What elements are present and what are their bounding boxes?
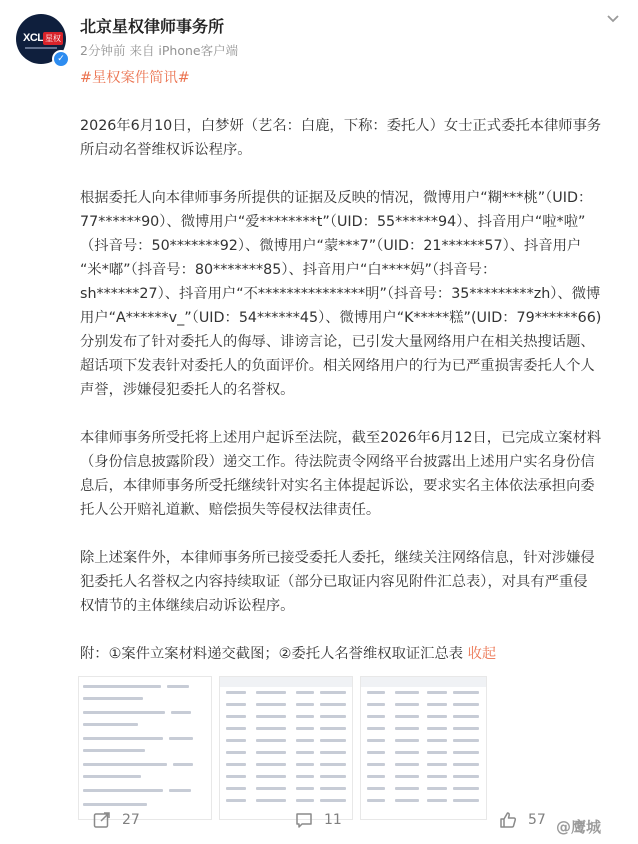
attachment-image-2[interactable] [219, 676, 353, 820]
paragraph-3-line-1: 本律师事务所受托将上述用户起诉至法院，截至2026年6月12日，已完成立案材料 [80, 430, 602, 446]
like-button[interactable] [498, 810, 546, 830]
attachment-image-3[interactable] [360, 676, 487, 820]
paragraph-2-line-8: 超话项下发表针对委托人的负面评价。相关网络用户的行为已严重损害委托人个人 [80, 358, 595, 374]
paragraph-2-line-1: 根据委托人向本律师事务所提供的证据及反映的情况，微博用户“糊***桃”（UID： [80, 190, 593, 206]
avatar-logo-badge: 星权 [45, 34, 61, 43]
collapse-link[interactable]: 收起 [467, 646, 497, 662]
paragraph-3-line-3: 息后，本律师事务所受托继续针对实名主体提起诉讼，要求实名主体依法承担向委 [80, 478, 595, 494]
topic-link[interactable]: #星权案件简讯# [80, 70, 190, 86]
paragraph-3-line-4: 托人公开赔礼道歉、赔偿损失等侵权法律责任。 [80, 502, 381, 518]
attachment-image-1[interactable] [78, 676, 212, 820]
paragraph-1-line-1: 2026年6月10日，白梦妍（艺名：白鹿，下称：委托人）女士正式委托本律师事务 [80, 118, 602, 134]
comment-icon [294, 810, 314, 830]
post-time: 2分钟前 [80, 43, 126, 58]
like-icon [498, 810, 518, 830]
paragraph-3-line-2: （身份信息披露阶段）递交工作。待法院责令网络平台披露出上述用户实名身份信 [80, 454, 595, 470]
chevron-down-icon[interactable] [604, 10, 622, 28]
post-source: 来自 iPhone客户端 [129, 43, 239, 58]
attachment-text: 附：①案件立案材料递交截图；②委托人名誉维权取证汇总表 [80, 646, 468, 662]
paragraph-2-line-7: 分别发布了针对委托人的侮辱、诽谤言论，已引发大量网络用户在相关热搜话题、 [80, 334, 595, 350]
repost-button[interactable] [92, 810, 140, 830]
paragraph-2-line-9: 声誉，涉嫌侵犯委托人的名誉权。 [80, 382, 295, 398]
verified-icon: ✓ [52, 50, 70, 68]
avatar-logo-text: XCL [23, 32, 44, 44]
attachment-line [80, 642, 625, 666]
author-name[interactable]: 北京星权律师事务所 [80, 17, 225, 36]
paragraph-2-line-4: “米*嘟”（抖音号：80*******85）、抖音用户“白****妈”（抖音号： [80, 262, 497, 278]
repost-icon [92, 810, 112, 830]
paragraph-2-line-5: sh******27）、抖音用户“不***************明”（抖音号：35*********zh）、微博 [80, 286, 601, 302]
paragraph-4-line-3: 权情节的主体继续启动诉讼程序。 [80, 598, 295, 614]
paragraph-4-line-1: 除上述案件外，本律师事务所已接受委托人委托，继续关注网络信息，针对涉嫌侵 [80, 550, 595, 566]
paragraph-2-line-2: 77******90）、微博用户“爱********t”（UID：55******94）、抖音用户“啦*啦” [80, 214, 586, 230]
avatar-logo-underline [25, 47, 57, 49]
comment-count: 11 [324, 812, 342, 828]
repost-count: 27 [122, 812, 140, 828]
comment-button[interactable] [294, 810, 342, 830]
post-meta [80, 41, 238, 59]
paragraph-4-line-2: 犯委托人名誉权之内容持续取证（部分已取证内容见附件汇总表），对具有严重侵 [80, 574, 588, 590]
paragraph-2-line-6: 用户“A******v_”（UID：54******45）、微博用户“K*****糕”(UID：79******66) [80, 310, 602, 326]
watermark: @鹰城 [556, 818, 602, 836]
like-count: 57 [528, 812, 546, 828]
paragraph-1-line-2: 所启动名誉维权诉讼程序。 [80, 142, 252, 158]
paragraph-2-line-3: （抖音号：50*******92）、微博用户“蒙***7”（UID：21******57）、抖音用户 [80, 238, 582, 254]
